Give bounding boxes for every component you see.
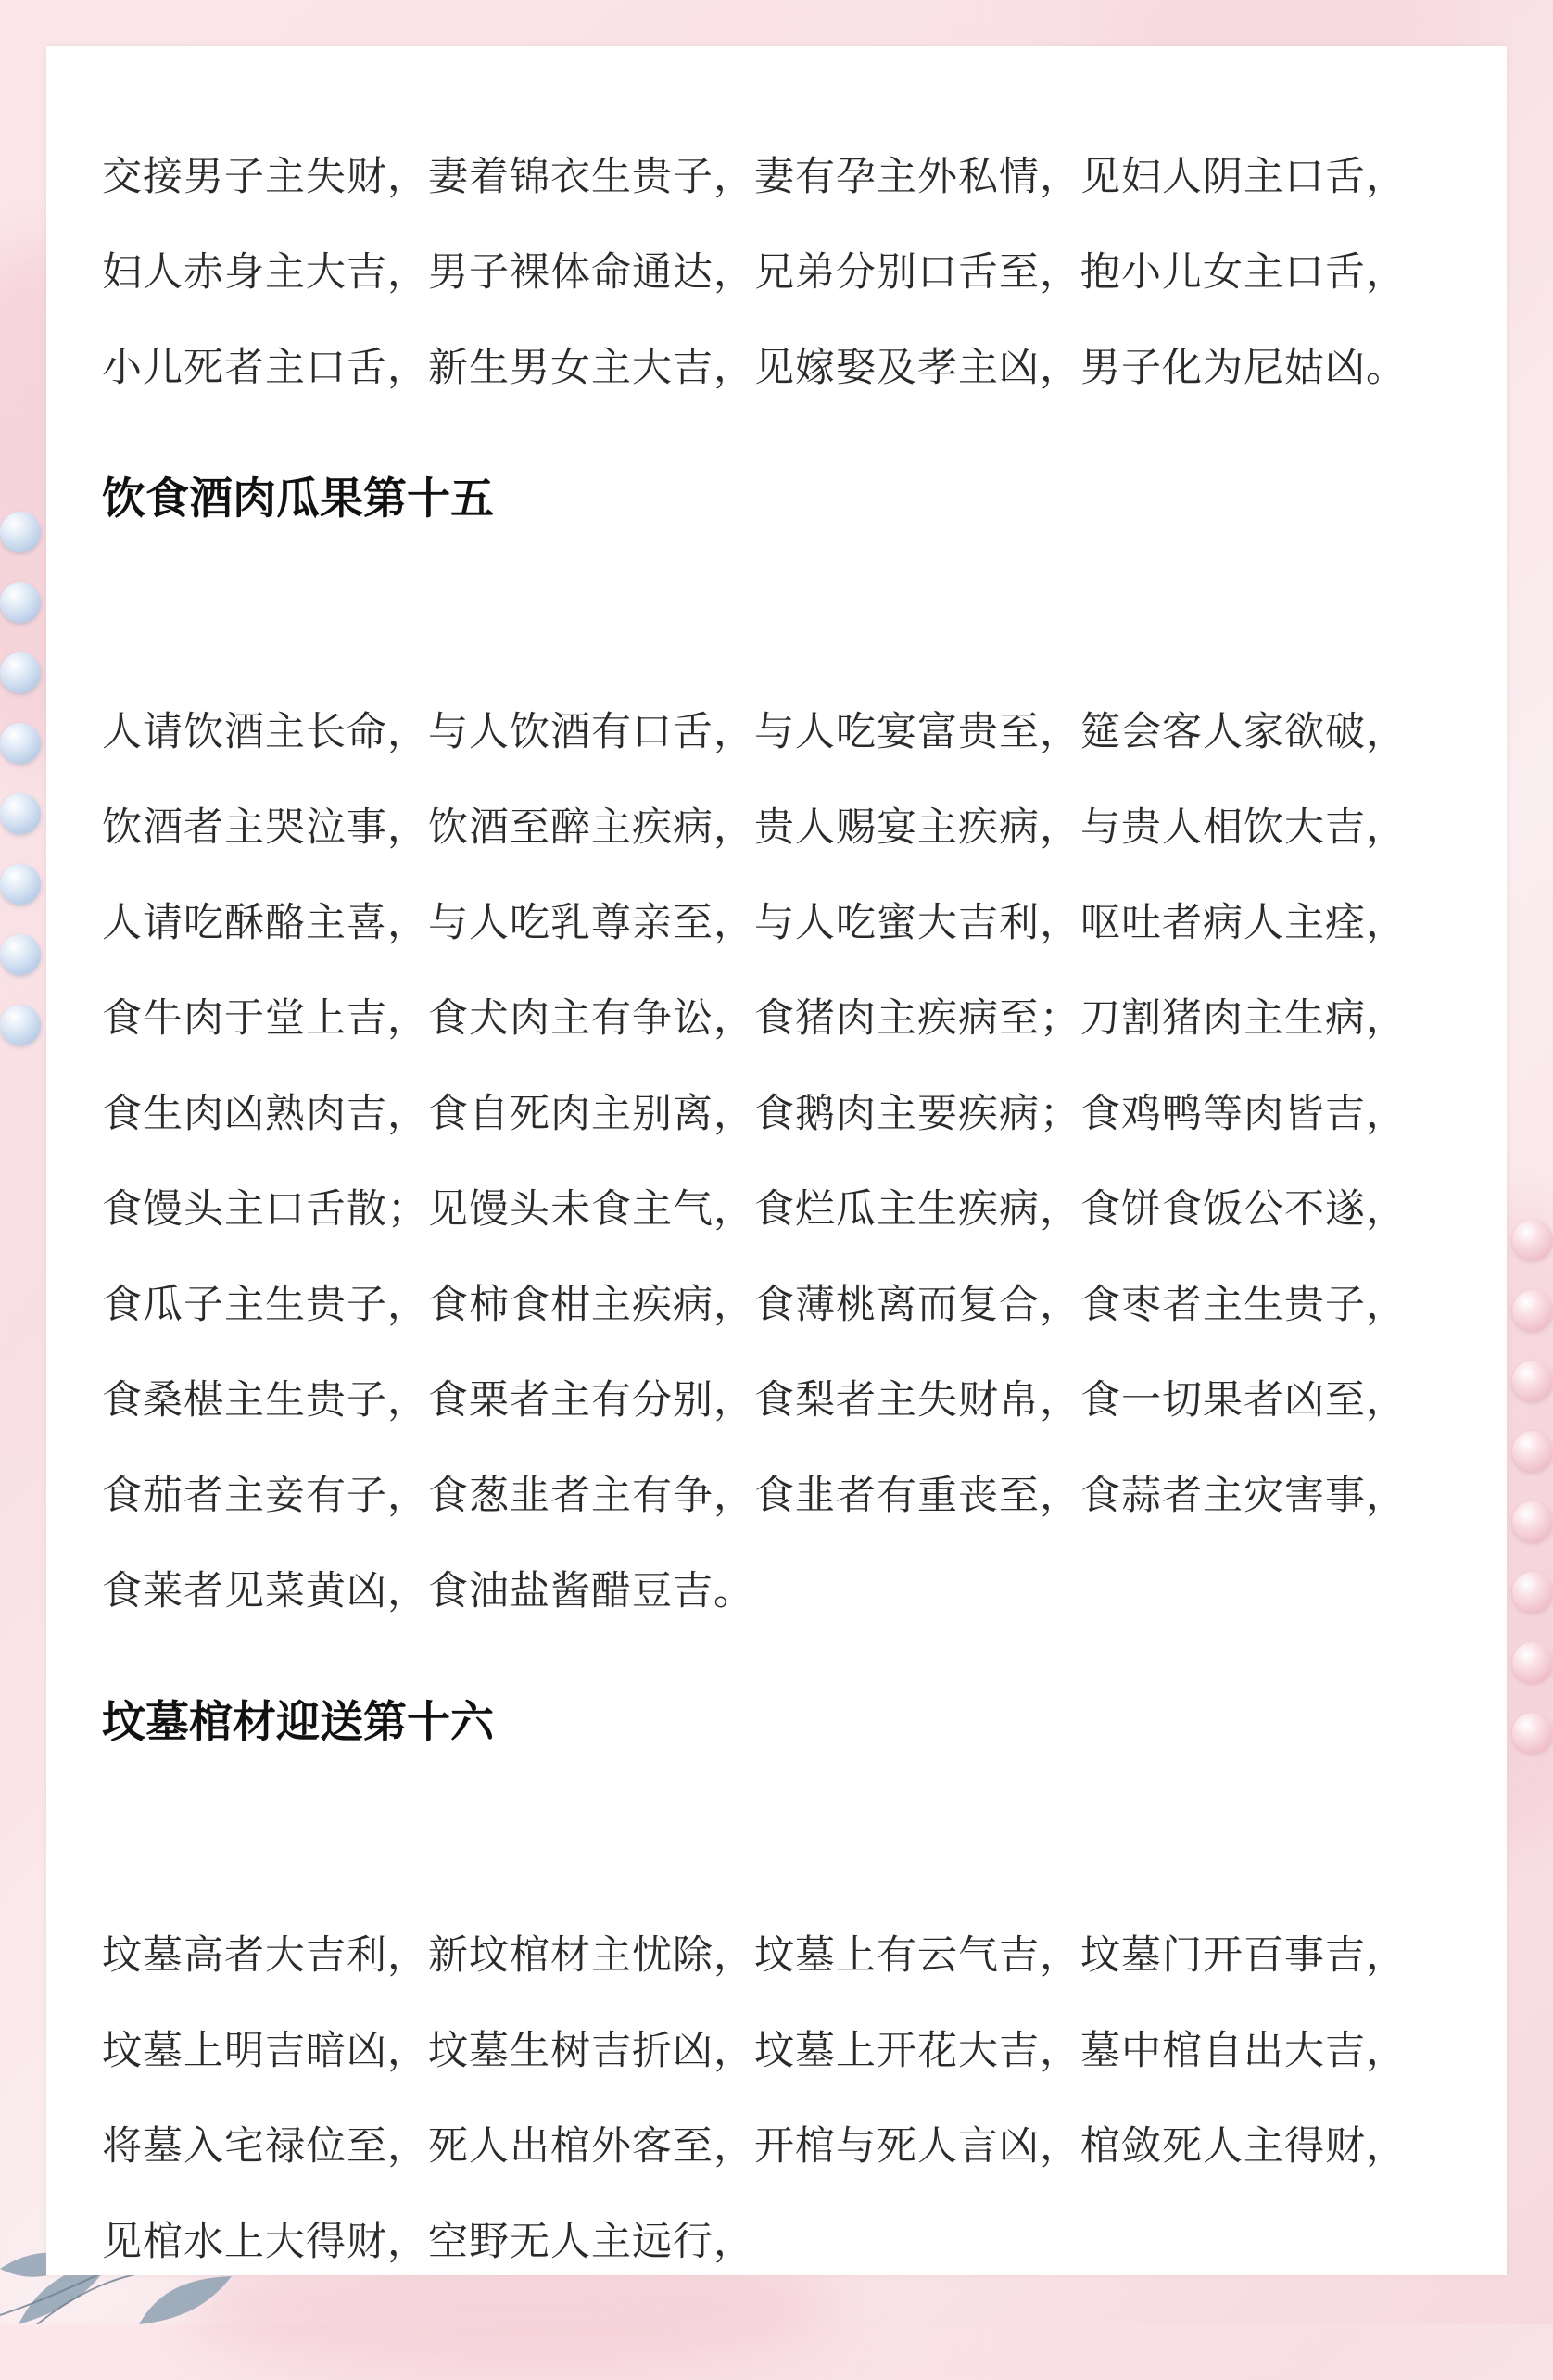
- pearl-icon: [1512, 1572, 1553, 1613]
- pearl-icon: [0, 723, 41, 764]
- section-continuation: [102, 130, 1510, 416]
- text-line: 食莱者见菜黄凶，食油盐酱醋豆吉。: [102, 1568, 754, 1614]
- pearl-icon: [1512, 1290, 1553, 1331]
- text-line: 食瓜子主生贵子，食柿食柑主疾病，食薄桃离而复合，食枣者主生贵子，: [102, 1282, 1407, 1328]
- pearl-icon: [0, 582, 41, 623]
- text-line: 妇人赤身主大吉，男子裸体命通达，兄弟分别口舌至，抱小儿女主口舌，: [102, 249, 1407, 296]
- text-line: 食茄者主妾有子，食葱韭者主有争，食韭者有重丧至，食蒜者主灾害事，: [102, 1473, 1407, 1519]
- page-card: [46, 46, 1507, 2275]
- pearl-icon: [1512, 1713, 1553, 1753]
- pearl-icon: [0, 793, 41, 834]
- document-body: [102, 130, 1510, 2290]
- text-line: 小儿死者主口舌，新生男女主大吉，见嫁娶及孝主凶，男子化为尼姑凶。: [102, 345, 1407, 391]
- pearl-icon: [1512, 1220, 1553, 1260]
- pearl-icon: [0, 1005, 41, 1045]
- pearl-icon: [1512, 1431, 1553, 1472]
- pearl-icon: [1512, 1361, 1553, 1401]
- text-line: 人请吃酥酪主喜，与人吃乳尊亲至，与人吃蜜大吉利，呕吐者病人主痊，: [102, 900, 1407, 946]
- text-line: 交接男子主失财，妻着锦衣生贵子，妻有孕主外私情，见妇人阴主口舌，: [102, 154, 1407, 200]
- pearl-icon: [1512, 1642, 1553, 1683]
- section-tombs: [102, 1677, 1510, 2290]
- text-line: 食馒头主口舌散；见馒头未食主气，食烂瓜主生疾病，食饼食饭公不遂，: [102, 1186, 1407, 1233]
- text-line: 饮酒者主哭泣事，饮酒至醉主疾病，贵人赐宴主疾病，与贵人相饮大吉，: [102, 804, 1407, 851]
- section-heading: 坟墓棺材迎送第十六: [102, 1697, 494, 1748]
- pearl-icon: [0, 864, 41, 905]
- pearl-icon: [0, 934, 41, 975]
- text-line: 食牛肉于堂上吉，食犬肉主有争讼，食猪肉主疾病至；刀割猪肉主生病，: [102, 995, 1407, 1042]
- text-line: 坟墓高者大吉利，新坟棺材主忧除，坟墓上有云气吉，坟墓门开百事吉，: [102, 1932, 1407, 1979]
- text-line: 坟墓上明吉暗凶，坟墓生树吉折凶，坟墓上开花大吉，墓中棺自出大吉，: [102, 2028, 1407, 2074]
- text-line: 食生肉凶熟肉吉，食自死肉主别离，食鹅肉主要疾病；食鸡鸭等肉皆吉，: [102, 1091, 1407, 1137]
- text-line: 人请饮酒主长命，与人饮酒有口舌，与人吃宴富贵至，筵会客人家欲破，: [102, 709, 1407, 755]
- pearl-icon: [0, 512, 41, 552]
- text-line: 食桑椹主生贵子，食栗者主有分别，食梨者主失财帛，食一切果者凶至，: [102, 1377, 1407, 1424]
- text-line: 将墓入宅禄位至，死人出棺外客至，开棺与死人言凶，棺敛死人主得财，: [102, 2123, 1407, 2170]
- pearl-icon: [1512, 1501, 1553, 1542]
- text-line: 见棺水上大得财，空野无人主远行，: [102, 2219, 754, 2265]
- section-heading: 饮食酒肉瓜果第十五: [102, 474, 494, 525]
- section-food: [102, 453, 1510, 1639]
- pearl-icon: [0, 652, 41, 693]
